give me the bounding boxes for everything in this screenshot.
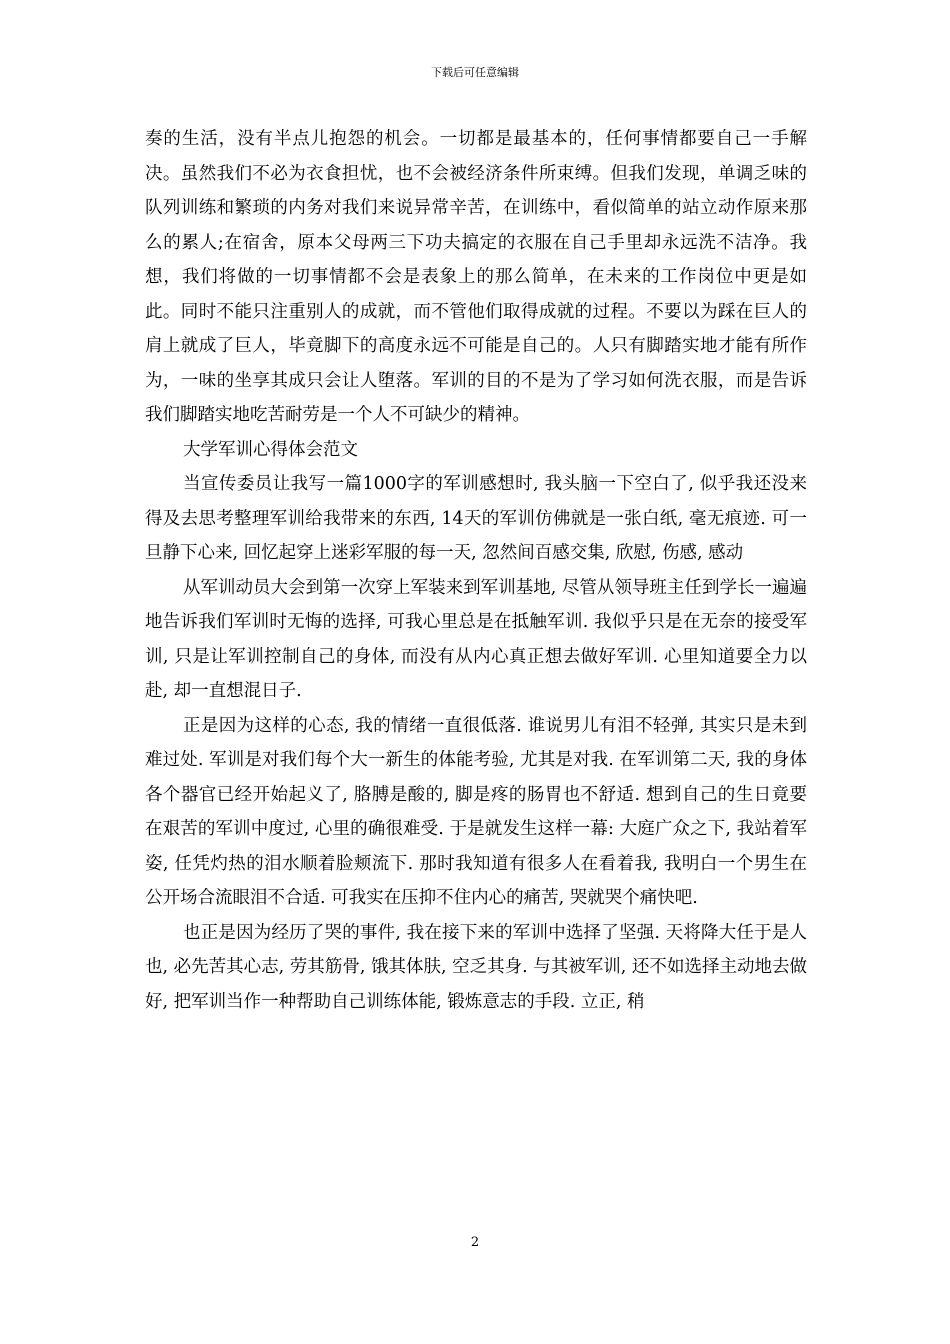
- paragraph: 也正是因为经历了哭的事件, 我在接下来的军训中选择了坚强. 天将降大任于是人也, 必先苦其心志, 劳其筋骨, 饿其体肤, 空乏其身. 与其被军训, 还不如选择主动地去做好, 把军训当作一种帮助自己训练体能, 锻炼意志的手段. 立正, 稍: [145, 922, 807, 1012]
- page-number: 2: [470, 1235, 480, 1250]
- paragraph-continued: 奏的生活，没有半点儿抱怨的机会。一切都是最基本的，任何事情都要自己一手解决。虽然我们不必为衣食担忧，也不会被经济条件所束缚。但我们发现，单调乏味的队列训练和繁琐的内务对我们来说异常辛苦，在训练中，看似简单的站立动作原来那么的累人;在宿舍，原本父母两三下功夫搞定的衣服在自己手里却永远洗不洁净。我想，我们将做的一切事情都不会是表象上的那么简单，在未来的工作岗位中更是如此。同时不能只注重别人的成就，而不管他们取得成就的过程。不要以为踩在巨人的肩上就成了巨人，毕竟脚下的高度永远不可能是自己的。人只有脚踏实地才能有所作为，一味的坐享其成只会让人堕落。军训的目的不是为了学习如何洗衣服，而是告诉我们脚踏实地吃苦耐劳是一个人不可缺少的精神。: [145, 129, 807, 425]
- document-body: [145, 122, 807, 1019]
- paragraph: 从军训动员大会到第一次穿上军装来到军训基地, 尽管从领导班主任到学长一遍遍地告诉我们军训时无悔的选择, 可我心里总是在抵触军训. 我似乎只是在无奈的接受军训, 只是让军训控制自己的身体, 而没有从内心真正想去做好军训. 心里知道要全力以赴, 却一直想混日子.: [145, 577, 807, 701]
- page-header: 下载后可任意编辑: [431, 66, 519, 79]
- section-title: 大学军训心得体会范文: [183, 439, 358, 460]
- paragraph: 当宣传委员让我写一篇1000字的军训感想时, 我头脑一下空白了, 似乎我还没来得及去思考整理军训给我带来的东西, 14天的军训仿佛就是一张白纸, 毫无痕迹. 可一旦静下心来, 回忆起穿上迷彩军服的每一天, 忽然间百感交集, 欣慰, 伤感, 感动: [145, 474, 807, 563]
- paragraph: 正是因为这样的心态, 我的情绪一直很低落. 谁说男儿有泪不轻弹, 其实只是未到难过处. 军训是对我们每个大一新生的体能考验, 尤其是对我. 在军训第二天, 我的身体各个器官已经开始起义了, 胳膊是酸的, 脚是疼的肠胃也不舒适. 想到自己的生日竟要在艰苦的军训中度过, 心里的确很难受. 于是就发生这样一幕: 大庭广众之下, 我站着军姿, 任凭灼热的泪水顺着脸颊流下. 那时我知道有很多人在看着我, 我明白一个男生在公开场合流眼泪不合适. 可我实在压抑不住内心的痛苦, 哭就哭个痛快吧.: [145, 715, 807, 908]
